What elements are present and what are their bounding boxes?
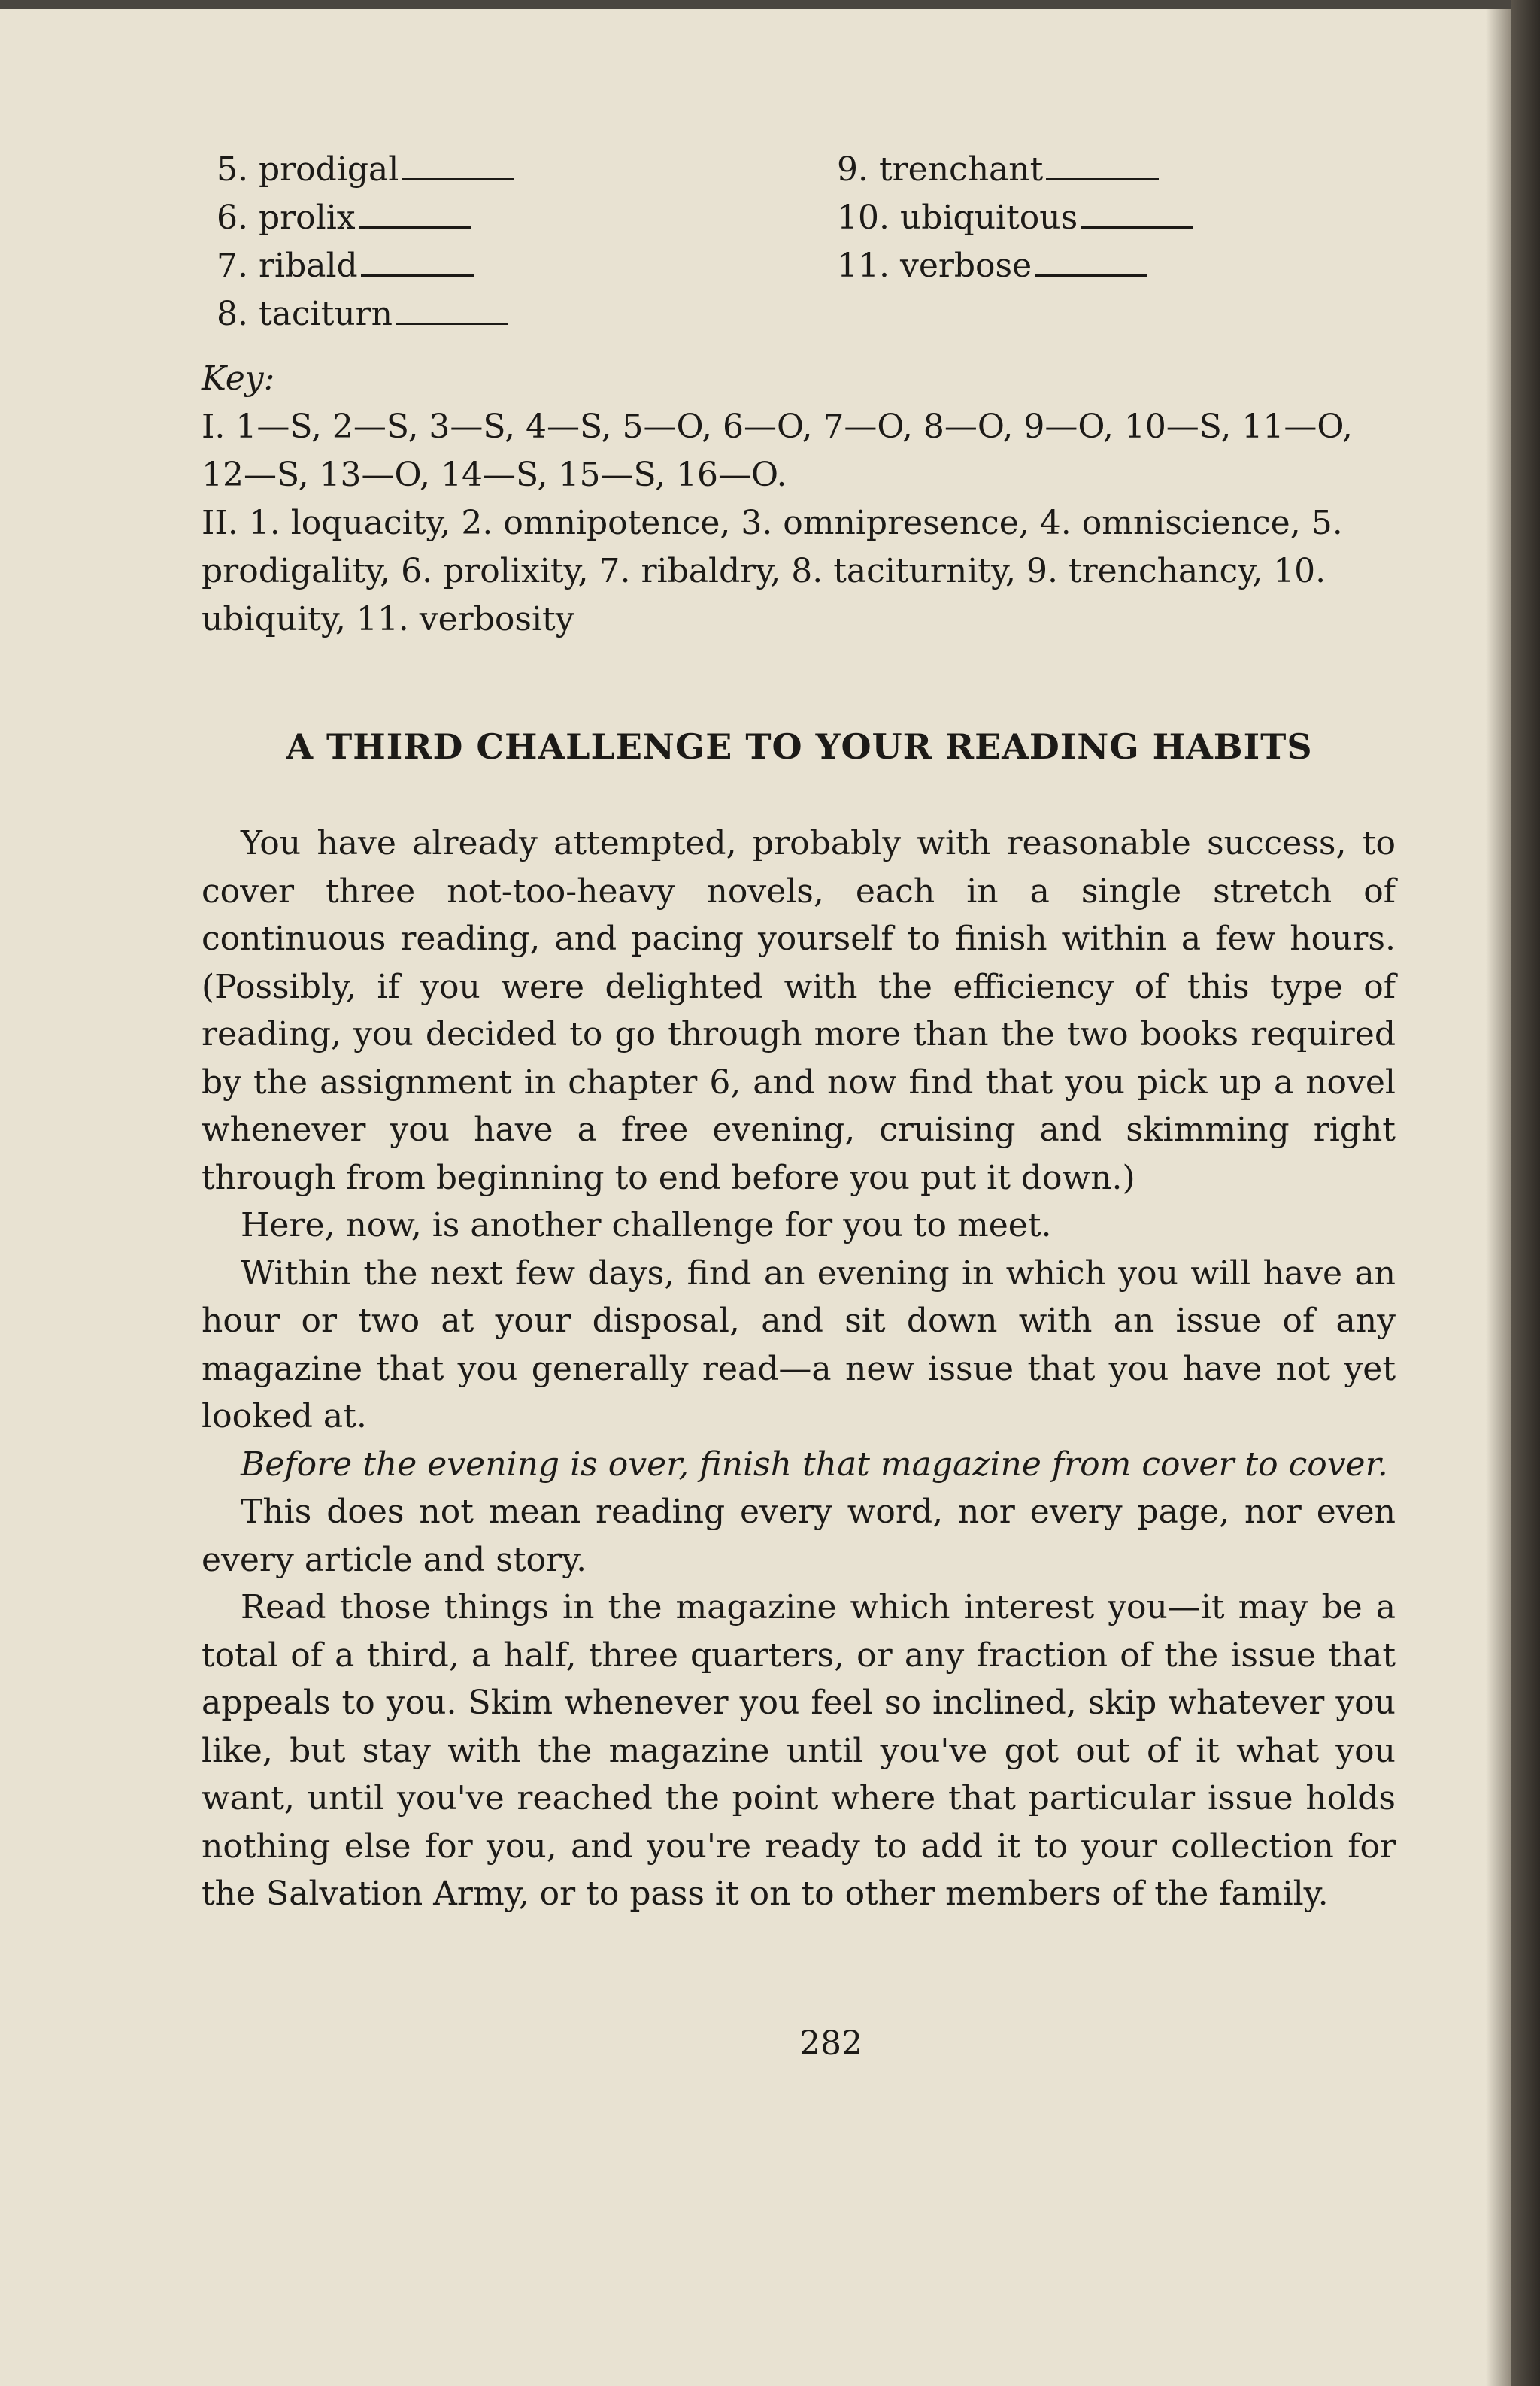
vocab-word: 9. trenchant bbox=[837, 150, 1044, 189]
answer-blank bbox=[359, 226, 471, 229]
answer-blank bbox=[1046, 177, 1159, 180]
vocab-word: 8. taciturn bbox=[217, 295, 393, 333]
paragraph: Read those things in the magazine which interest you—it may be a total of a third, a half, three quarters, or any fraction of the issue that appeals to you. Skim whenever you feel so inclined, skip whatever you like, but stay with the magazine until you've got out of it what you want, until you've reached the point where that particular issue holds nothing else for you, and you're ready to add it to your collection for the Salvation Army, or to pass it on to other members of the family. bbox=[202, 1588, 1396, 1913]
vocab-word: 7. ribald bbox=[217, 247, 358, 285]
vocab-word: 6. prolix bbox=[217, 199, 356, 237]
answer-blank bbox=[402, 177, 514, 180]
paragraph: Here, now, is another challenge for you to meet. bbox=[241, 1206, 1052, 1245]
book-page bbox=[0, 9, 1511, 2386]
book-spine-shadow bbox=[1511, 0, 1540, 2386]
key-label: Key: bbox=[202, 359, 275, 398]
answer-blank bbox=[361, 274, 474, 277]
vocab-item bbox=[217, 146, 514, 194]
paragraph: Within the next few days, find an evening in which you will have an hour or two at your disposal, and sit down with an issue of any magazine that you generally read—a new issue that you have not yet looked at. bbox=[202, 1254, 1396, 1436]
vocab-word: 10. ubiquitous bbox=[837, 199, 1078, 237]
body-text bbox=[202, 820, 1396, 1918]
vocab-item bbox=[837, 194, 1193, 242]
paragraph: This does not mean reading every word, nor every page, nor even every article and story. bbox=[202, 1493, 1396, 1579]
vocab-item bbox=[217, 194, 514, 242]
paragraph-emphasis: Before the evening is over, finish that magazine from cover to cover. bbox=[241, 1445, 1388, 1484]
vocab-item bbox=[837, 242, 1193, 290]
answer-key bbox=[202, 355, 1397, 644]
vocab-list-left bbox=[217, 146, 514, 338]
section-heading: A THIRD CHALLENGE TO YOUR READING HABITS bbox=[286, 726, 1313, 767]
vocab-item bbox=[837, 146, 1193, 194]
paragraph: You have already attempted, probably with reasonable success, to cover three not-too-heavy novels, each in a single stretch of continuous reading, and pacing yourself to finish within a few hours. (Possibly, if you were delighted with the efficiency of this type of reading, you decided to go through more than the two books required by the assignment in chapter 6, and now find that you pick up a novel whenever you have a free evening, cruising and skimming right through from beginning to end before you put it down.) bbox=[202, 824, 1396, 1197]
vocab-item bbox=[217, 242, 514, 290]
vocab-word: 5. prodigal bbox=[217, 150, 399, 189]
page-number: 282 bbox=[799, 2024, 862, 2063]
vocab-list-right bbox=[837, 146, 1193, 290]
answer-blank bbox=[1035, 274, 1147, 277]
vocab-item bbox=[217, 290, 514, 338]
answer-blank bbox=[396, 322, 508, 325]
vocab-word: 11. verbose bbox=[837, 247, 1032, 285]
key-part-2: II. 1. loquacity, 2. omnipotence, 3. omnipresence, 4. omniscience, 5. prodigality, 6. prolixity, 7. ribaldry, 8. taciturnity, 9. trenchancy, 10. ubiquity, 11. verbosity bbox=[202, 504, 1343, 638]
key-part-1: I. 1—S, 2—S, 3—S, 4—S, 5—O, 6—O, 7—O, 8—O, 9—O, 10—S, 11—O, 12—S, 13—O, 14—S, 15—S, 16—O. bbox=[202, 408, 1353, 494]
answer-blank bbox=[1081, 226, 1193, 229]
